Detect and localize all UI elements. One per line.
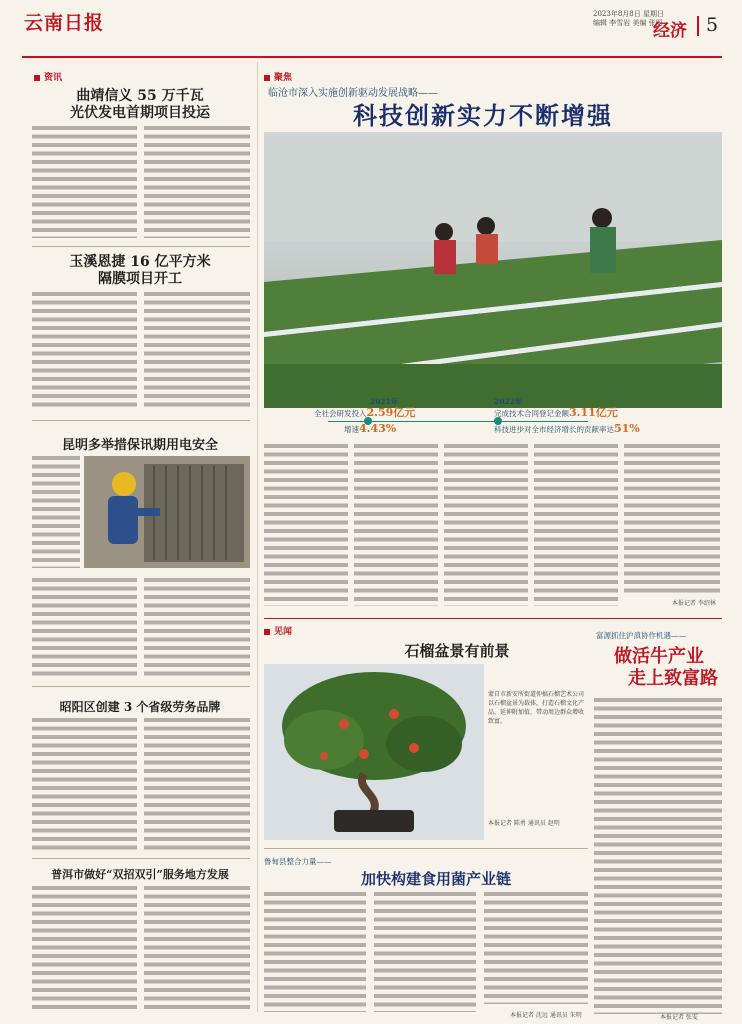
pomegranate-author: 本报记者 陈勇 通讯员 赵明 bbox=[488, 820, 560, 827]
rd-investment-stat: 全社会研发投入2.59亿元 bbox=[314, 406, 416, 419]
feature-body-col2 bbox=[354, 444, 438, 606]
cattle-body bbox=[594, 698, 722, 1014]
cattle-kicker: 富源抓住沪滇协作机遇—— bbox=[596, 631, 686, 640]
section-marker-icon bbox=[264, 75, 270, 81]
article-5-body bbox=[32, 886, 137, 1010]
section-marker-icon bbox=[34, 75, 40, 81]
article-2-title: 玉溪恩捷 16 亿平方米 bbox=[69, 254, 211, 270]
article-3-body-lower bbox=[32, 578, 137, 678]
issue-date: 2023年8月8日 星期日 bbox=[593, 10, 664, 18]
article-3-photo bbox=[84, 456, 250, 568]
pomegranate-photo bbox=[264, 664, 484, 840]
greenhouse-seedlings-illustration bbox=[264, 132, 722, 408]
year-2021: 2021年 bbox=[370, 397, 399, 406]
left-section-tag: 资讯 bbox=[34, 70, 62, 83]
feature-body-col1 bbox=[264, 444, 348, 606]
feature-section-tag: 聚焦 bbox=[264, 70, 292, 83]
title-divider bbox=[697, 16, 699, 36]
section-name: 经济 bbox=[653, 21, 687, 41]
article-3-body bbox=[32, 456, 80, 568]
divider bbox=[264, 848, 588, 849]
article-2-subtitle: 隔膜项目开工 bbox=[98, 271, 182, 287]
cattle-title-1: 做活牛产业 bbox=[614, 646, 704, 667]
tech-contract-stat: 完成技术合同登记金额3.11亿元 bbox=[494, 406, 618, 419]
article-4-body-col2 bbox=[144, 718, 250, 850]
fungi-body-col1 bbox=[264, 892, 366, 1012]
bonsai-illustration bbox=[264, 664, 484, 840]
power-worker-illustration bbox=[84, 456, 250, 568]
article-1-title: 曲靖信义 55 万千瓦 bbox=[76, 88, 204, 104]
pomegranate-caption: 蒙自市新安所街道仲搞石榴艺术公司以石榴盆景为载体，打造石榴文化产品，延伸附加值，带动周边群众增收致富。 bbox=[488, 691, 584, 725]
article-2-headline bbox=[30, 254, 250, 288]
feature-body-col4 bbox=[534, 444, 618, 606]
article-1-body bbox=[32, 126, 137, 238]
cattle-author: 本报记者 张雯 bbox=[660, 1014, 698, 1021]
year-2022: 2022年 bbox=[494, 397, 523, 406]
divider bbox=[32, 420, 250, 421]
section-divider bbox=[264, 618, 722, 619]
article-2-body-col2 bbox=[144, 292, 250, 410]
page-number: 5 bbox=[706, 14, 719, 36]
article-5-body-col2 bbox=[144, 886, 250, 1010]
cattle-title-2: 走上致富路 bbox=[628, 668, 718, 689]
growth-stat: 增速4.43% bbox=[344, 422, 397, 435]
section-marker-icon bbox=[264, 629, 270, 635]
fungi-author: 本报记者 沈远 通讯员 朱明 bbox=[510, 1012, 582, 1019]
fungi-body-col2 bbox=[374, 892, 476, 1012]
header-rule bbox=[22, 56, 722, 58]
masthead-logo: 云南日报 bbox=[24, 12, 105, 34]
feature-author: 本报记者 李绍林 bbox=[672, 600, 716, 607]
fungi-body-col3 bbox=[484, 892, 588, 1004]
feature-body-col3 bbox=[444, 444, 528, 606]
article-4-title: 昭阳区创建 3 个省级劳务品牌 bbox=[59, 700, 221, 714]
editor-credit: 编辑 李雪岩 美编 张丽 bbox=[593, 19, 663, 27]
contribution-stat: 科技进步对全市经济增长的贡献率达51% bbox=[494, 422, 640, 435]
seeing-section-tag: 见闻 bbox=[264, 624, 292, 637]
article-3-body-lower-col2 bbox=[144, 578, 250, 678]
stats-timeline bbox=[264, 397, 722, 440]
article-3-title: 昆明多举措保讯期用电安全 bbox=[61, 438, 218, 453]
feature-body-col5 bbox=[624, 444, 720, 594]
fungi-kicker: 鲁甸县整合力量—— bbox=[264, 857, 332, 866]
article-2-body bbox=[32, 292, 137, 410]
divider bbox=[32, 246, 250, 247]
divider bbox=[32, 858, 250, 859]
column-rule bbox=[257, 62, 258, 1012]
pomegranate-title: 石榴盆景有前景 bbox=[404, 642, 510, 660]
fungi-title: 加快构建食用菌产业链 bbox=[360, 870, 511, 888]
article-1-subtitle: 光伏发电首期项目投运 bbox=[70, 105, 210, 121]
feature-kicker: 临沧市深入实施创新驱动发展战略—— bbox=[268, 88, 438, 99]
article-1-headline bbox=[30, 88, 250, 122]
article-1-body-col2 bbox=[144, 126, 250, 238]
feature-photo bbox=[264, 132, 722, 408]
article-5-title: 普洱市做好“双招双引”服务地方发展 bbox=[51, 868, 229, 881]
article-4-body bbox=[32, 718, 137, 850]
feature-title: 科技创新实力不断增强 bbox=[353, 101, 613, 130]
divider bbox=[32, 686, 250, 687]
